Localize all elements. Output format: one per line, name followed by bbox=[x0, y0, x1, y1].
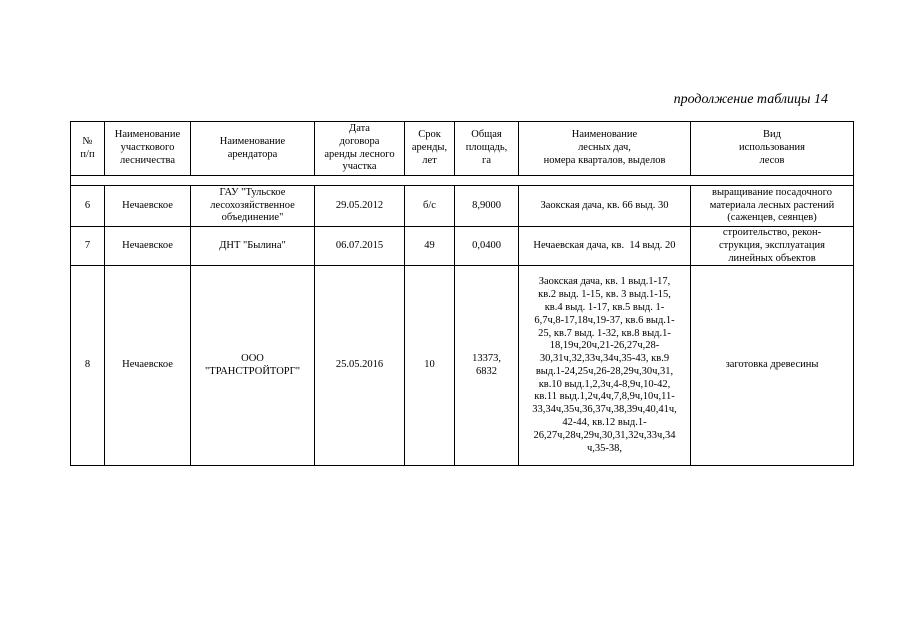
cell-plots: Нечаевская дача, кв. 14 выд. 20 bbox=[519, 227, 691, 266]
cell-area: 8,9000 bbox=[455, 186, 519, 227]
separator-cell bbox=[71, 176, 854, 186]
cell-forestry: Нечаевское bbox=[105, 266, 191, 466]
table-caption: продолжение таблицы 14 bbox=[673, 92, 828, 107]
cell-date: 25.05.2016 bbox=[315, 266, 405, 466]
header-date: Дата договора аренды лесного участка bbox=[315, 122, 405, 176]
cell-tenant: ООО "ТРАНСТРОЙТОРГ" bbox=[191, 266, 315, 466]
cell-date: 29.05.2012 bbox=[315, 186, 405, 227]
cell-forestry: Нечаевское bbox=[105, 227, 191, 266]
separator-row bbox=[71, 176, 854, 186]
header-term: Срок аренды, лет bbox=[405, 122, 455, 176]
cell-num: 6 bbox=[71, 186, 105, 227]
cell-area: 0,0400 bbox=[455, 227, 519, 266]
table-row bbox=[71, 186, 854, 227]
header-tenant: Наименование арендатора bbox=[191, 122, 315, 176]
cell-area: 13373, 6832 bbox=[455, 266, 519, 466]
cell-term: 49 bbox=[405, 227, 455, 266]
lease-table bbox=[70, 121, 854, 466]
cell-date: 06.07.2015 bbox=[315, 227, 405, 266]
cell-term: б/с bbox=[405, 186, 455, 227]
header-plots: Наименование лесных дач, номера кварталов, выделов bbox=[519, 122, 691, 176]
cell-term: 10 bbox=[405, 266, 455, 466]
cell-tenant: ГАУ "Тульское лесохозяйственное объединение" bbox=[191, 186, 315, 227]
cell-plots: Заокская дача, кв. 1 выд.1-17, кв.2 выд. 1-15, кв. 3 выд.1-15, кв.4 выд. 1-17, кв.5 выд. 1- 6,7ч,8-17,18ч,19-37, кв.6 выд.1- 25, кв.7 выд. 1-32, кв.8 выд.1- 18,19ч,20ч,21-26,27ч,28- 30,31ч,32,33ч,34ч,35-43, кв.9 выд.1-24,25ч,26-28,29ч,30ч,31, кв.10 выд.1,2,3ч,4-8,9ч,10-42, кв.11 выд.1,2ч,4ч,7,8,9ч,10ч,11- 33,34ч,35ч,36,37ч,38,39ч,40,41ч, 42-44, кв.12 выд.1- 26,27ч,28ч,29ч,30,31,32ч,33ч,34 ч,35-38, bbox=[519, 266, 691, 466]
cell-num: 7 bbox=[71, 227, 105, 266]
header-forestry: Наименование участкового лесничества bbox=[105, 122, 191, 176]
header-area: Общая площадь, га bbox=[455, 122, 519, 176]
cell-tenant: ДНТ "Былина" bbox=[191, 227, 315, 266]
cell-plots: Заокская дача, кв. 66 выд. 30 bbox=[519, 186, 691, 227]
header-use: Вид использования лесов bbox=[691, 122, 854, 176]
table-row bbox=[71, 227, 854, 266]
cell-use: выращивание посадочного материала лесных растений (саженцев, сеянцев) bbox=[691, 186, 854, 227]
table-row bbox=[71, 266, 854, 466]
cell-num: 8 bbox=[71, 266, 105, 466]
cell-forestry: Нечаевское bbox=[105, 186, 191, 227]
cell-use: строительство, рекон- струкция, эксплуатация линейных объектов bbox=[691, 227, 854, 266]
header-row bbox=[71, 122, 854, 176]
header-num: № п/п bbox=[71, 122, 105, 176]
cell-use: заготовка древесины bbox=[691, 266, 854, 466]
